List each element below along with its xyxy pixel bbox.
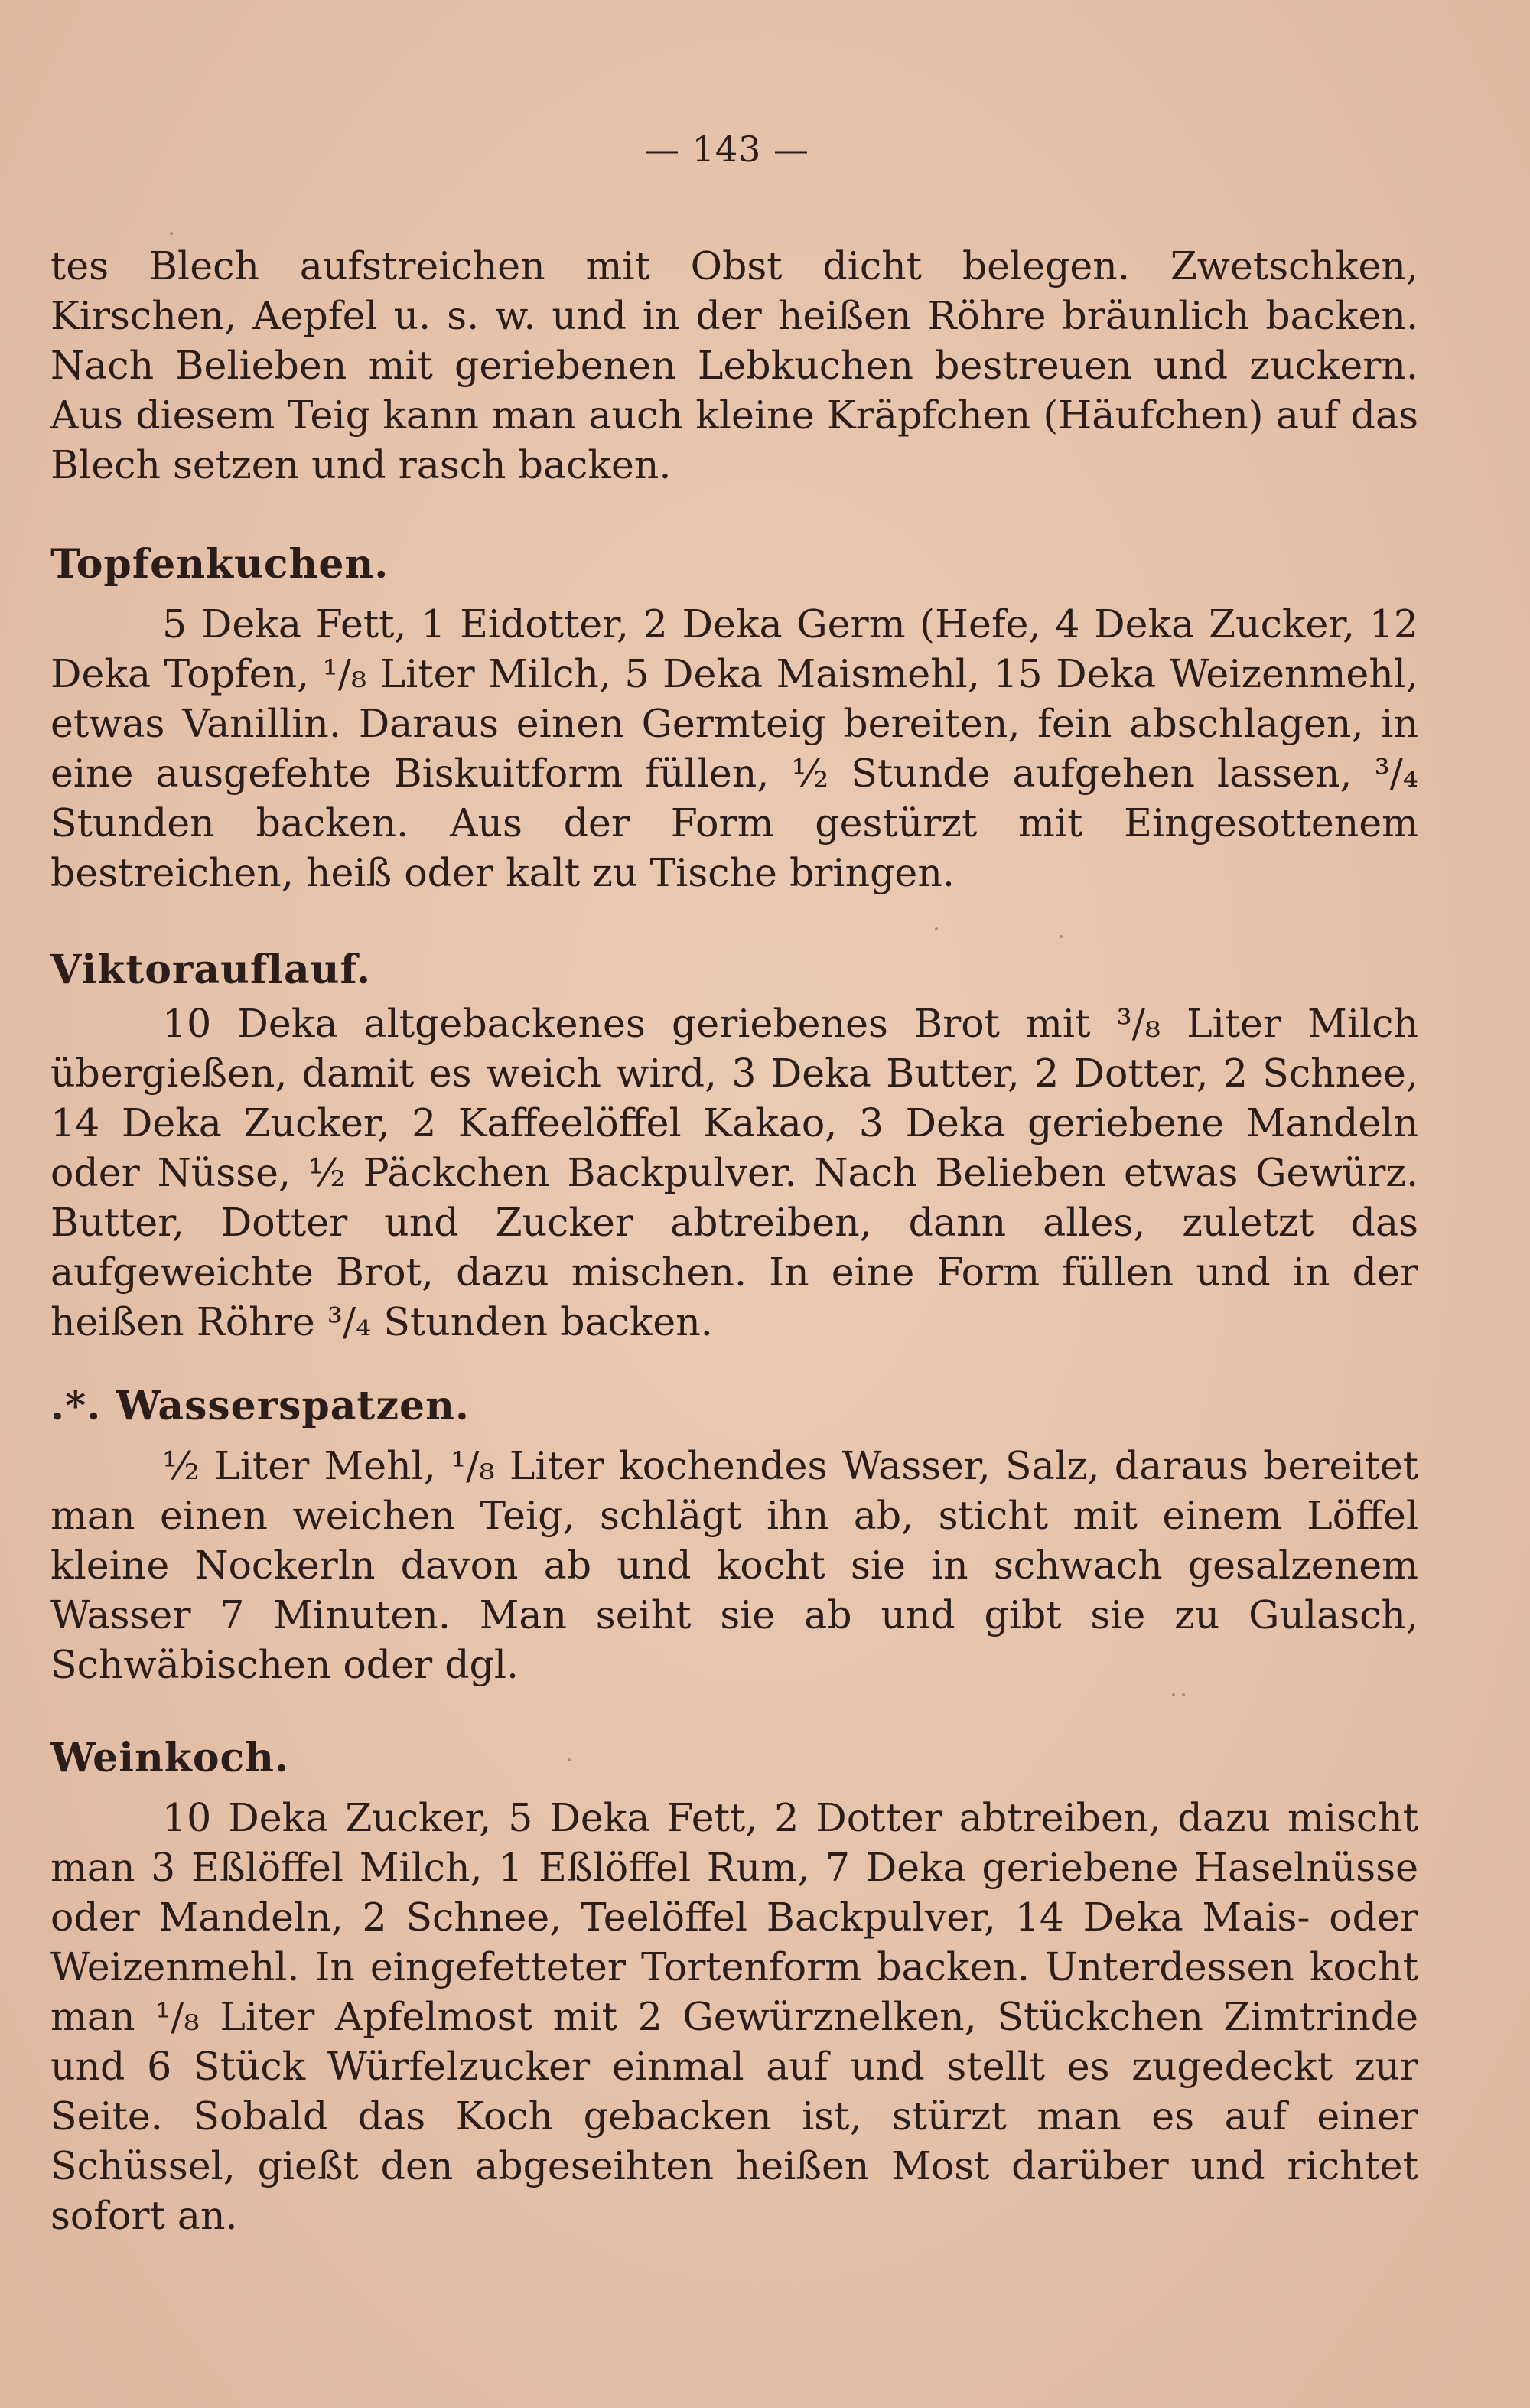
intro-paragraph xyxy=(50,241,1418,490)
viktorauflauf-heading: Viktorauflauf. xyxy=(50,947,372,993)
page-number: — 143 — xyxy=(643,129,810,170)
topfenkuchen-recipe xyxy=(50,599,1418,898)
viktorauflauf-text: 10 Deka altgebackenes geriebenes Brot mit ³/₈ Liter Milch übergießen, damit es weich wird, 3 Deka Butter, 2 Dotter, 2 Schnee, 14 Deka Zucker, 2 Kaffeelöffel Kakao, 3 Deka geriebene Mandeln oder Nüsse, ½ Päckchen Backpulver. Nach Belieben etwas Gewürz. Butter, Dotter und Zucker abtreiben, dann alles, zuletzt das aufgeweichte Brot, dazu mischen. In eine Form füllen und in der heißen Röhre ³/₄ Stunden backen. xyxy=(50,1001,1418,1344)
paper-speck xyxy=(170,232,173,235)
wasserspatzen-text: ½ Liter Mehl, ¹/₈ Liter kochendes Wasser, Salz, daraus bereitet man einen weichen Teig, schlägt ihn ab, sticht mit einem Löffel kleine Nockerln davon ab und kocht sie in schwach gesalzenem Wasser 7 Minuten. Man seiht sie ab und gibt sie zu Gulasch, Schwäbischen oder dgl. xyxy=(50,1443,1418,1687)
paper-speck xyxy=(568,1758,571,1761)
wasserspatzen-heading: .*. Wasserspatzen. xyxy=(50,1383,470,1429)
paper-speck xyxy=(1182,1693,1185,1696)
intro-text: tes Blech aufstreichen mit Obst dicht belegen. Zwetschken, Kirschen, Aepfel u. s. w. und in der heißen Röhre bräunlich backen. Nach Belieben mit geriebenen Lebkuchen bestreuen und zuckern. Aus diesem Teig kann man auch kleine Kräpfchen (Häufchen) auf das Blech setzen und rasch backen. xyxy=(50,243,1418,487)
weinkoch-heading: Weinkoch. xyxy=(50,1735,290,1781)
weinkoch-recipe xyxy=(50,1793,1418,2240)
paper-speck xyxy=(1060,935,1063,938)
paper-speck xyxy=(1172,1693,1175,1696)
paper-speck xyxy=(935,927,938,930)
weinkoch-text: 10 Deka Zucker, 5 Deka Fett, 2 Dotter abtreiben, dazu mischt man 3 Eßlöffel Milch, 1 Eßlöffel Rum, 7 Deka geriebene Haselnüsse oder Mandeln, 2 Schnee, Teelöffel Backpulver, 14 Deka Mais- oder Weizenmehl. In eingefetteter Tortenform backen. Unterdessen kocht man ¹/₈ Liter Apfelmost mit 2 Gewürznelken, Stückchen Zimtrinde und 6 Stück Würfelzucker einmal auf und stellt es zugedeckt zur Seite. Sobald das Koch gebacken ist, stürzt man es auf einer Schüssel, gießt den abgeseihten heißen Most darüber und richtet sofort an. xyxy=(50,1795,1418,2238)
viktorauflauf-recipe xyxy=(50,999,1418,1347)
topfenkuchen-heading: Topfenkuchen. xyxy=(50,541,389,588)
wasserspatzen-recipe xyxy=(50,1441,1418,1690)
topfenkuchen-text: 5 Deka Fett, 1 Eidotter, 2 Deka Germ (Hefe, 4 Deka Zucker, 12 Deka Topfen, ¹/₈ Liter Milch, 5 Deka Maismehl, 15 Deka Weizenmehl, etwas Vanillin. Daraus einen Germteig bereiten, fein abschlagen, in eine ausgefehte Biskuitform füllen, ½ Stunde aufgehen lassen, ³/₄ Stunden backen. Aus der Form gestürzt mit Eingesottenem bestreichen, heiß oder kalt zu Tische bringen. xyxy=(50,601,1418,895)
